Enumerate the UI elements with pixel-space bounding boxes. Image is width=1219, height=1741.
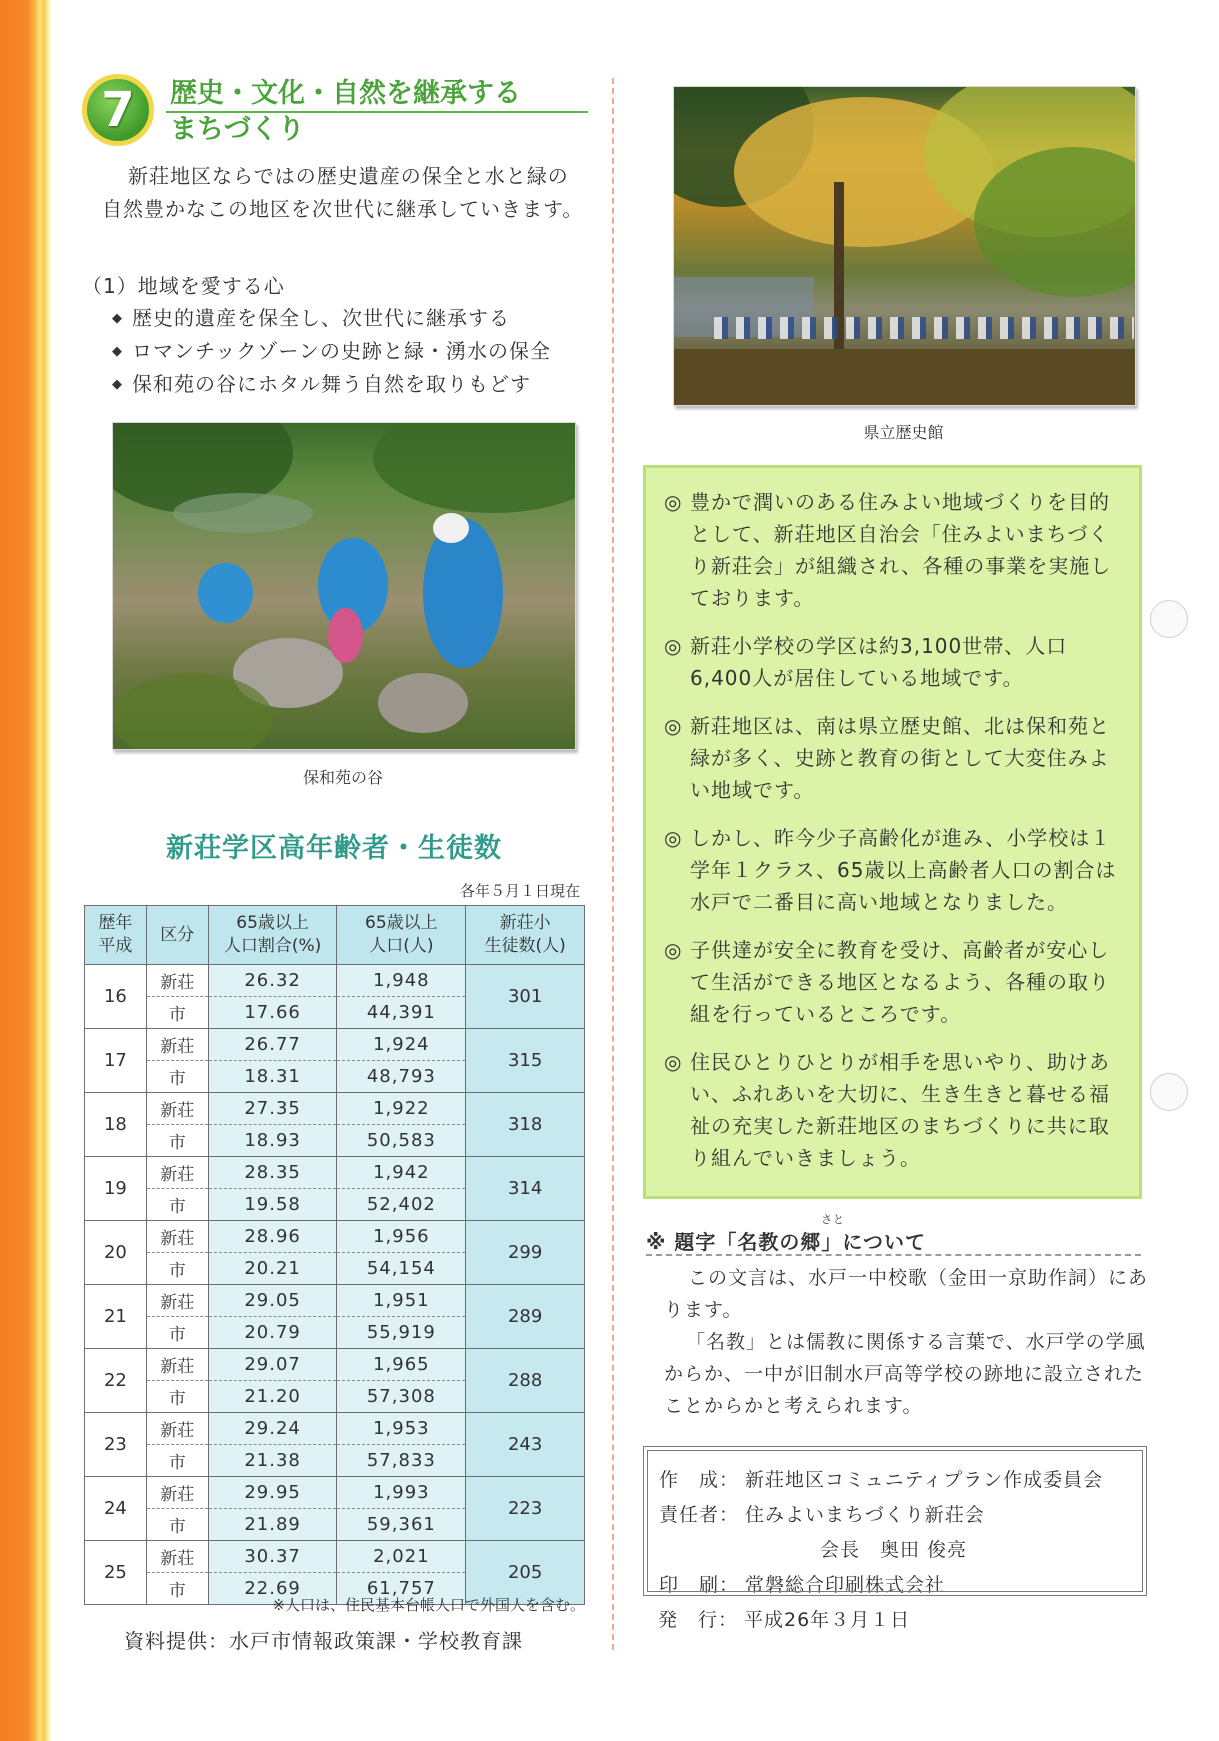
cell-population: 1,948 [337, 965, 466, 997]
th-rate-line1: 65歳以上 [236, 913, 309, 933]
credit-made-value: 新荘地区コミュニティプラン作成委員会 [745, 1469, 1104, 1491]
table-row [85, 1093, 585, 1125]
table-title: 新荘学区高年齢者・生徒数 [166, 833, 502, 864]
cell-year: 19 [85, 1157, 147, 1221]
cell-rate: 26.77 [208, 1029, 337, 1061]
bullet-item: ◆ 保和苑の谷にホタル舞う自然を取りもどす [112, 368, 551, 401]
cell-rate: 29.07 [208, 1349, 337, 1381]
cell-kubun: 市 [146, 1317, 208, 1349]
info-paragraph: ◎ 新荘地区は、南は県立歴史館、北は保和苑と緑が多く、史跡と教育の街として大変住みよい地域です。 [664, 710, 1123, 806]
cell-population: 57,833 [337, 1445, 466, 1477]
credit-print-label: 印 刷： [659, 1574, 740, 1596]
cell-population: 55,919 [337, 1317, 466, 1349]
table-note: ※人口は、住民基本台帳人口で外国人を含む。 [272, 1596, 585, 1614]
cell-students: 314 [466, 1157, 585, 1221]
th-stu-line1: 新荘小 [499, 913, 551, 933]
th-year-line2: 平成 [98, 936, 133, 956]
table-row [85, 1477, 585, 1509]
photo-hoawaen-valley [112, 422, 576, 750]
photo-prefectural-history-museum [673, 86, 1136, 406]
credit-resp-label: 責任者： [659, 1504, 740, 1526]
cell-rate: 21.38 [208, 1445, 337, 1477]
cell-kubun: 新荘 [146, 1477, 208, 1509]
cell-population: 1,922 [337, 1093, 466, 1125]
cell-rate: 29.95 [208, 1477, 337, 1509]
cell-kubun: 市 [146, 1573, 208, 1605]
th-year [85, 906, 147, 965]
table-row [85, 965, 585, 997]
kanji-note-para2: 「名教」とは儒教に関係する言葉で、水戸学の学風からか、一中が旧制水戸高等学校の跡地に設立されたことからかと考えられます。 [664, 1331, 1146, 1417]
cell-population: 1,965 [337, 1349, 466, 1381]
th-pop-line2: 人口(人) [369, 936, 434, 956]
punch-hole [1150, 1073, 1188, 1111]
cell-kubun: 市 [146, 1125, 208, 1157]
cell-kubun: 新荘 [146, 1157, 208, 1189]
info-paragraph: ◎ 豊かで潤いのある住みよい地域づくりを目的として、新荘地区自治会「住みよいまちづくり新荘会」が組織され、各種の事業を実施しております。 [664, 486, 1123, 614]
cell-year: 17 [85, 1029, 147, 1093]
table-row [85, 1541, 585, 1573]
th-population [337, 906, 466, 965]
cell-kubun: 市 [146, 1509, 208, 1541]
cell-rate: 30.37 [208, 1541, 337, 1573]
ruby-sato: さと [821, 1213, 845, 1226]
th-rate-line2: 人口割合(%) [223, 936, 322, 956]
th-year-line1: 歴年 [98, 913, 133, 933]
cell-year: 20 [85, 1221, 147, 1285]
credit-issue-label: 発 行： [658, 1609, 739, 1631]
cell-population: 61,757 [337, 1573, 466, 1605]
cell-students: 299 [466, 1221, 585, 1285]
cell-kubun: 新荘 [146, 1349, 208, 1381]
cell-kubun: 新荘 [146, 1541, 208, 1573]
credit-issue-value: 平成26年３月１日 [744, 1609, 911, 1631]
cell-population: 1,956 [337, 1221, 466, 1253]
cell-kubun: 市 [146, 1381, 208, 1413]
cell-population: 57,308 [337, 1381, 466, 1413]
section-title-line1: 歴史・文化・自然を継承する [170, 78, 521, 109]
cell-population: 1,993 [337, 1477, 466, 1509]
kanji-note-body [664, 1262, 1148, 1422]
info-paragraph: ◎ しかし、昨今少子高齢化が進み、小学校は１学年１クラス、65歳以上高齢者人口の割合は水戸で二番目に高い地域となりました。 [664, 822, 1123, 918]
credit-made-label: 作 成： [659, 1469, 740, 1491]
cell-population: 52,402 [337, 1189, 466, 1221]
item-heading: （1）地域を愛する心 [82, 274, 285, 298]
cell-population: 2,021 [337, 1541, 466, 1573]
cell-kubun: 新荘 [146, 1029, 208, 1061]
th-rate [208, 906, 337, 965]
cell-rate: 28.35 [208, 1157, 337, 1189]
cell-population: 1,942 [337, 1157, 466, 1189]
table-body [85, 965, 585, 1605]
table-header-row [85, 906, 585, 965]
cell-rate: 20.21 [208, 1253, 337, 1285]
cell-students: 243 [466, 1413, 585, 1477]
credit-responsible [659, 1500, 985, 1527]
table-row [85, 1413, 585, 1445]
cell-population: 54,154 [337, 1253, 466, 1285]
table-row [85, 1349, 585, 1381]
credits-box [643, 1446, 1147, 1596]
cell-students: 288 [466, 1349, 585, 1413]
bullet-item: ◆ 歴史的遺産を保全し、次世代に継承する [112, 302, 551, 335]
table-as-of: 各年５月１日現在 [459, 882, 580, 900]
table-row [85, 1221, 585, 1253]
info-paragraph: ◎ 子供達が安全に教育を受け、高齢者が安心して生活ができる地区となるよう、各種の取り組を行っているところです。 [664, 934, 1123, 1030]
credit-resp-value: 住みよいまちづくり新荘会 [745, 1504, 985, 1526]
section-title-rule [166, 111, 588, 113]
cell-population: 48,793 [337, 1061, 466, 1093]
table-row [85, 1157, 585, 1189]
cell-kubun: 新荘 [146, 1093, 208, 1125]
credit-print [659, 1570, 945, 1597]
kanji-note-heading-text: ※ 題字「名教の郷」について [646, 1230, 927, 1254]
kanji-note-heading [646, 1213, 927, 1255]
section-intro: 新荘地区ならではの歴史遺産の保全と水と緑の自然豊かなこの地区を次世代に継承していきます。 [102, 164, 584, 221]
th-kubun: 区分 [146, 906, 208, 965]
cell-year: 22 [85, 1349, 147, 1413]
cell-rate: 20.79 [208, 1317, 337, 1349]
cell-kubun: 新荘 [146, 1221, 208, 1253]
cell-year: 23 [85, 1413, 147, 1477]
kanji-note-para1: この文言は、水戸一中校歌（金田一京助作詞）にあります。 [664, 1267, 1149, 1321]
cell-rate: 26.32 [208, 965, 337, 997]
info-paragraph: ◎ 住民ひとりひとりが相手を思いやり、助けあい、ふれあいを大切に、生き生きと暮せる福祉の充実した新荘地区のまちづくりに共に取り組んでいきましょう。 [664, 1046, 1123, 1174]
cell-year: 18 [85, 1093, 147, 1157]
section-number-badge: 7 [82, 74, 154, 146]
cell-kubun: 市 [146, 997, 208, 1029]
th-stu-line2: 生徒数(人) [484, 936, 566, 956]
cell-students: 223 [466, 1477, 585, 1541]
cell-rate: 29.24 [208, 1413, 337, 1445]
community-info-box [643, 465, 1142, 1199]
cell-students: 301 [466, 965, 585, 1029]
cell-kubun: 新荘 [146, 1285, 208, 1317]
cell-rate: 28.96 [208, 1221, 337, 1253]
cell-rate: 21.20 [208, 1381, 337, 1413]
th-pop-line1: 65歳以上 [365, 913, 438, 933]
cell-kubun: 新荘 [146, 1413, 208, 1445]
side-stripe [0, 0, 52, 1741]
right-photo-caption: 県立歴史館 [863, 423, 944, 442]
kanji-note-rule [646, 1254, 1141, 1256]
cell-population: 1,951 [337, 1285, 466, 1317]
cell-year: 24 [85, 1477, 147, 1541]
cell-kubun: 新荘 [146, 965, 208, 997]
left-photo-caption: 保和苑の谷 [302, 768, 383, 787]
table-row [85, 1285, 585, 1317]
cell-population: 1,924 [337, 1029, 466, 1061]
cell-year: 16 [85, 965, 147, 1029]
cell-students: 205 [466, 1541, 585, 1605]
cell-kubun: 市 [146, 1189, 208, 1221]
cell-population: 50,583 [337, 1125, 466, 1157]
cell-kubun: 市 [146, 1061, 208, 1093]
cell-kubun: 市 [146, 1445, 208, 1477]
cell-rate: 18.93 [208, 1125, 337, 1157]
elderly-student-table [84, 905, 585, 1605]
cell-students: 315 [466, 1029, 585, 1093]
cell-rate: 27.35 [208, 1093, 337, 1125]
cell-population: 1,953 [337, 1413, 466, 1445]
column-divider [612, 78, 614, 1650]
cell-rate: 21.89 [208, 1509, 337, 1541]
credit-print-value: 常磐総合印刷株式会社 [745, 1574, 946, 1596]
credit-issue [658, 1605, 910, 1632]
cell-rate: 18.31 [208, 1061, 337, 1093]
cell-rate: 19.58 [208, 1189, 337, 1221]
info-paragraph: ◎ 新荘小学校の学区は約3,100世帯、人口6,400人が居住している地域です。 [664, 630, 1123, 694]
section-title-line2: まちづくり [170, 114, 305, 145]
cell-rate: 22.69 [208, 1573, 337, 1605]
cell-students: 318 [466, 1093, 585, 1157]
cell-rate: 17.66 [208, 997, 337, 1029]
cell-population: 44,391 [337, 997, 466, 1029]
credit-chair: 会長 奥田 俊亮 [820, 1539, 968, 1561]
cell-kubun: 市 [146, 1253, 208, 1285]
cell-students: 289 [466, 1285, 585, 1349]
data-source: 資料提供：水戸市情報政策課・学校教育課 [124, 1629, 523, 1653]
punch-hole [1150, 600, 1188, 638]
cell-year: 25 [85, 1541, 147, 1605]
bullet-list [112, 302, 551, 401]
cell-year: 21 [85, 1285, 147, 1349]
bullet-item: ◆ ロマンチックゾーンの史跡と緑・湧水の保全 [112, 335, 551, 368]
cell-population: 59,361 [337, 1509, 466, 1541]
cell-rate: 29.05 [208, 1285, 337, 1317]
table-row [85, 1029, 585, 1061]
credit-made [659, 1465, 1103, 1492]
th-students [466, 906, 585, 965]
